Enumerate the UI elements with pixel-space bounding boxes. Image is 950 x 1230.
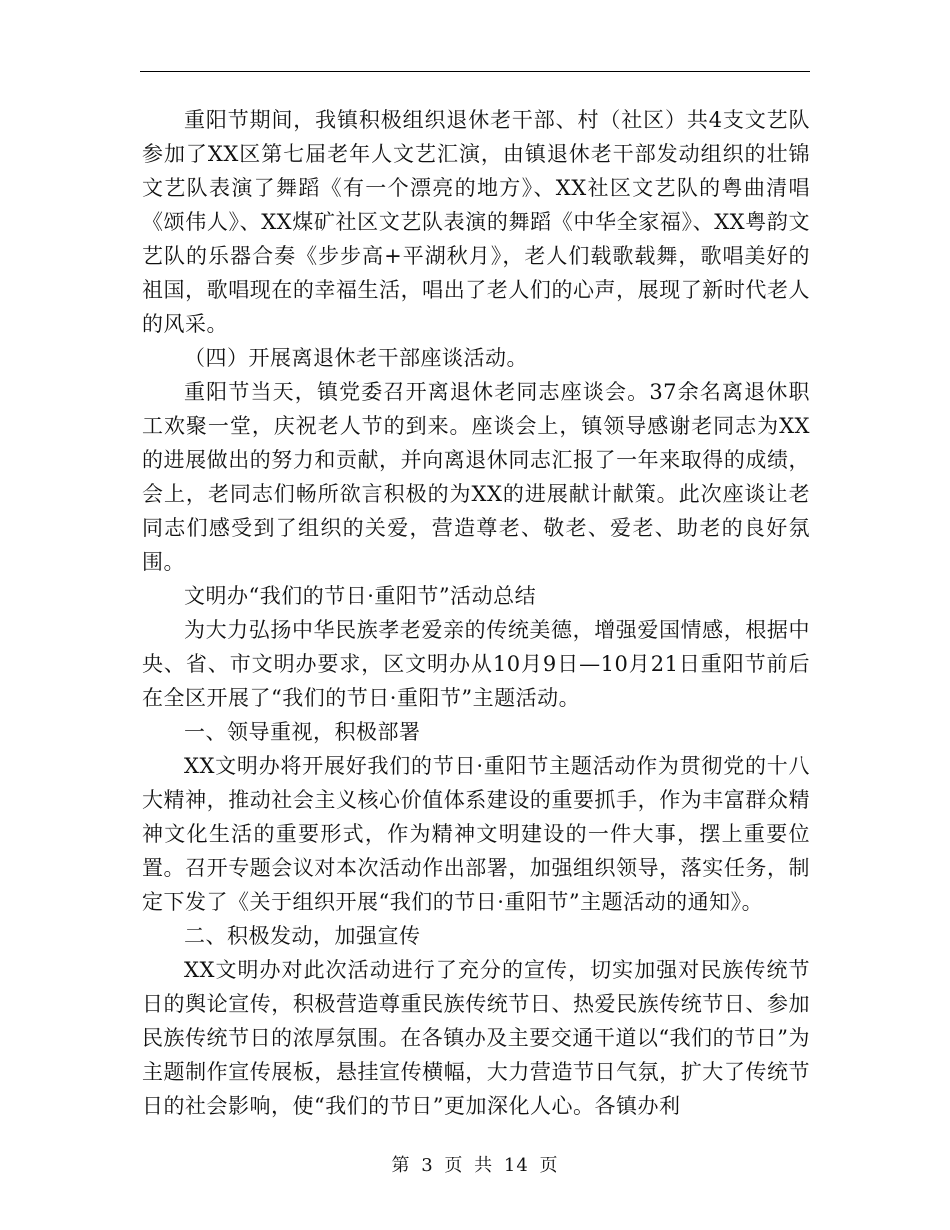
paragraph-1: 重阳节期间，我镇积极组织退休老干部、村（社区）共4支文艺队参加了XX区第七届老年人文艺汇演，由镇退休老干部发动组织的壮锦文艺队表演了舞蹈《有一个漂亮的地方》、XX社区文艺队的粤曲清唱《颂伟人》、XX煤矿社区文艺队表演的舞蹈《中华全家福》、XX粤韵文艺队的乐器合奏《步步高+平湖秋月》，老人们载歌载舞，歌唱美好的祖国，歌唱现在的幸福生活，唱出了老人们的心声，展现了新时代老人的风采。 xyxy=(142,108,810,336)
article-title: 文明办“我们的节日·重阳节”活动总结 xyxy=(184,584,537,608)
footer-suffix: 页 xyxy=(539,1155,559,1176)
footer-prefix: 第 xyxy=(391,1155,411,1176)
footer-total-word: 共 xyxy=(474,1155,494,1176)
footer-page-word: 页 xyxy=(444,1155,464,1176)
paragraph-4: XX文明办将开展好我们的节日·重阳节主题活动作为贯彻党的十八大精神，推动社会主义核心价值体系建设的重要抓手，作为丰富群众精神文化生活的重要形式，作为精神文明建设的一件大事，摆上重要位置。召开专题会议对本次活动作出部署，加强组织领导，落实任务，制定下发了《关于组织开展“我们的节日·重阳节”主题活动的通知》。 xyxy=(142,754,810,914)
paragraph-3: 为大力弘扬中华民族孝老爱亲的传统美德，增强爱国情感，根据中央、省、市文明办要求，区文明办从10月9日—10月21日重阳节前后在全区开展了“我们的节日·重阳节”主题活动。 xyxy=(142,618,810,710)
page-footer xyxy=(0,1154,950,1178)
header-rule xyxy=(140,71,810,72)
paragraph-5: XX文明办对此次活动进行了充分的宣传，切实加强对民族传统节日的舆论宣传，积极营造尊重民族传统节日、热爱民族传统节日、参加民族传统节日的浓厚氛围。在各镇办及主要交通干道以“我们的节日”为主题制作宣传展板，悬挂宣传横幅，大力营造节日气氛，扩大了传统节日的社会影响，使“我们的节日”更加深化人心。各镇办利 xyxy=(142,958,810,1118)
section-heading-2: 二、积极发动，加强宣传 xyxy=(184,924,421,948)
current-page-number: 3 xyxy=(421,1155,434,1176)
total-pages-number: 14 xyxy=(503,1155,529,1176)
section-heading-4: （四）开展离退休老干部座谈活动。 xyxy=(184,346,528,370)
paragraph-2: 重阳节当天，镇党委召开离退休老同志座谈会。37余名离退休职工欢聚一堂，庆祝老人节的到来。座谈会上，镇领导感谢老同志为XX的进展做出的努力和贡献，并向离退休同志汇报了一年来取得的成绩，会上，老同志们畅所欲言积极的为XX的进展献计献策。此次座谈让老同志们感受到了组织的关爱，营造尊老、敬老、爱老、助老的良好氛围。 xyxy=(142,380,810,574)
document-body xyxy=(142,103,810,1123)
section-heading-1: 一、领导重视，积极部署 xyxy=(184,720,421,744)
